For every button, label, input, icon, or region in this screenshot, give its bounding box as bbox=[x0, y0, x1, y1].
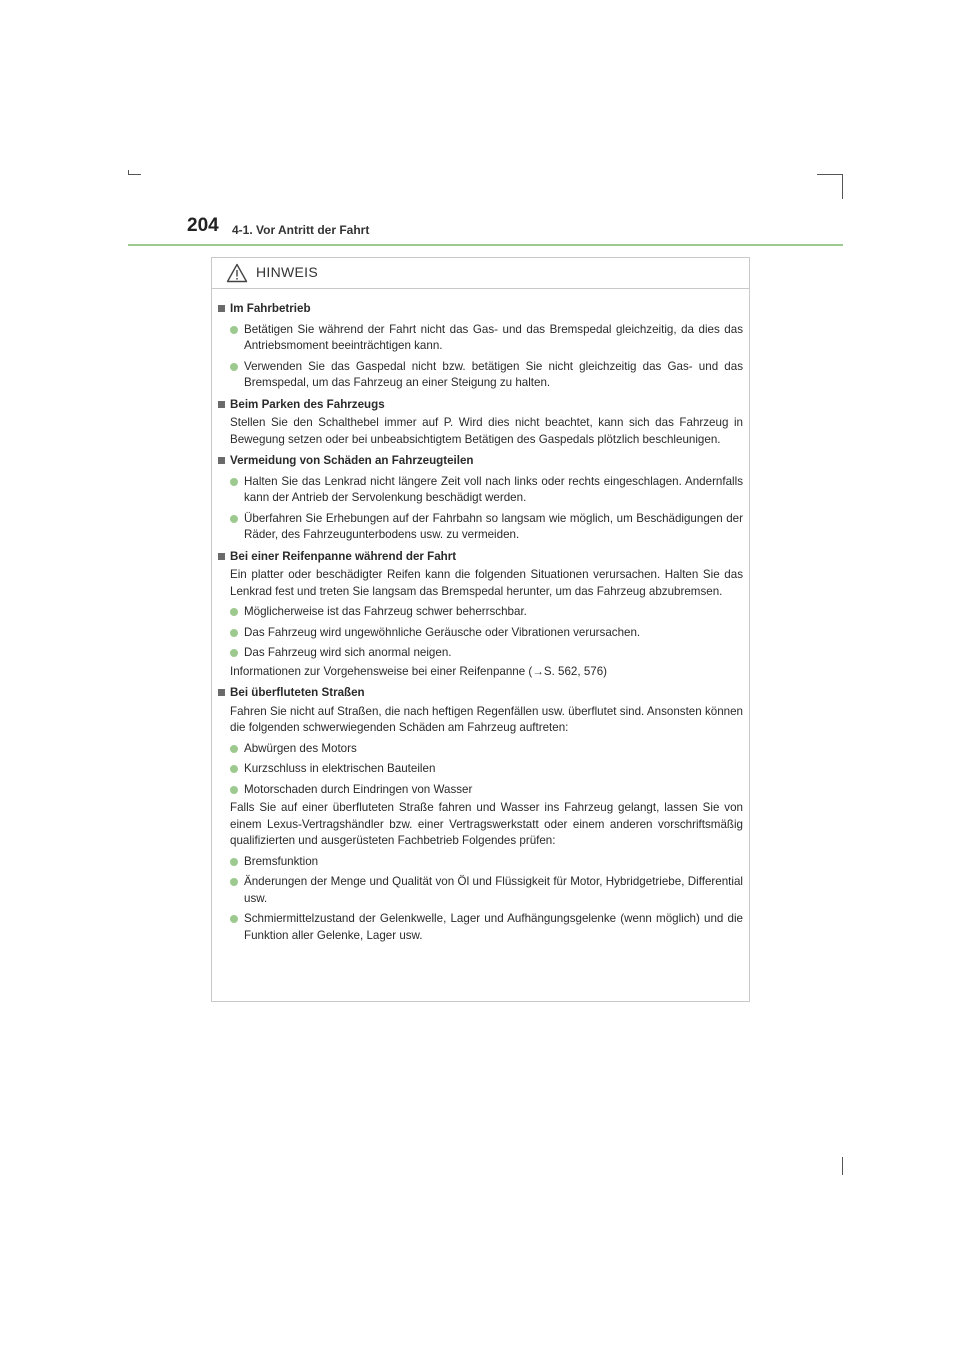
crop-mark-top-left bbox=[128, 174, 141, 175]
section-title-text: Bei überfluteten Straßen bbox=[230, 686, 365, 699]
crop-mark-top-left-tick bbox=[128, 170, 129, 174]
bullet-text: Verwenden Sie das Gaspedal nicht bzw. betätigen Sie nicht gleichzeitig das Gas- und das Bremspedal, um das Fahrzeug an einer Steigung zu halten. bbox=[244, 359, 743, 389]
bullet-text: Änderungen der Menge und Qualität von Öl und Flüssigkeit für Motor, Hybridgetriebe, Differential usw. bbox=[244, 875, 743, 905]
section-square-icon bbox=[218, 553, 225, 560]
section-title bbox=[218, 453, 743, 470]
bullet-item bbox=[218, 761, 743, 778]
paragraph-text: Informationen zur Vorgehensweise bei einer Reifenpanne (→S. 562, 576) bbox=[230, 664, 608, 678]
bullet-item bbox=[218, 474, 743, 507]
bullet-dot-icon bbox=[230, 878, 238, 886]
bullet-item bbox=[218, 911, 743, 944]
running-head: 4-1. Vor Antritt der Fahrt bbox=[232, 223, 370, 237]
paragraph bbox=[218, 664, 743, 681]
bullet-text: Bremsfunktion bbox=[244, 854, 319, 868]
bullet-text: Betätigen Sie während der Fahrt nicht das Gas- und das Bremspedal gleichzeitig, da dies das Antriebsmoment beeinträchtigen kann. bbox=[244, 322, 743, 352]
bullet-item bbox=[218, 359, 743, 392]
bullet-item bbox=[218, 854, 743, 871]
bullet-item bbox=[218, 741, 743, 758]
paragraph bbox=[218, 567, 743, 600]
notice-title: HINWEIS bbox=[256, 264, 318, 280]
header-rule bbox=[128, 244, 843, 246]
bullet-dot-icon bbox=[230, 765, 238, 773]
section-title bbox=[218, 301, 743, 318]
section-title-text: Beim Parken des Fahrzeugs bbox=[230, 397, 385, 411]
section-square-icon bbox=[218, 457, 225, 464]
paragraph-text: Fahren Sie nicht auf Straßen, die nach heftigen Regenfällen usw. überflutet sind. Ansonsten können die folgenden schwerwiegenden Schäden am Fahrzeug auftreten: bbox=[230, 704, 743, 734]
section-title bbox=[218, 397, 743, 414]
section-title bbox=[218, 549, 743, 566]
section-square-icon bbox=[218, 689, 225, 696]
bullet-dot-icon bbox=[230, 629, 238, 637]
bullet-item bbox=[218, 322, 743, 355]
section-title-text: Bei einer Reifenpanne während der Fahrt bbox=[230, 549, 457, 563]
bullet-dot-icon bbox=[230, 608, 238, 616]
notice-box bbox=[211, 257, 750, 1002]
crop-mark-top-right bbox=[817, 174, 843, 175]
bullet-item bbox=[218, 625, 743, 642]
paragraph-text: Falls Sie auf einer überfluteten Straße fahren und Wasser ins Fahrzeug gelangt, lassen Sie von einem Lexus-Vertragshändler bzw. einer Vertragswerkstatt oder einem anderen vorschriftsmäßig qualifizierten und ausgerüsteten Fachbetrieb Folgendes prüfen: bbox=[230, 801, 743, 847]
bullet-dot-icon bbox=[230, 858, 238, 866]
bullet-text: Schmiermittelzustand der Gelenkwelle, Lager und Aufhängungsgelenke (wenn möglich) und die Funktion aller Gelenke, Lager usw. bbox=[244, 912, 743, 942]
bullet-item bbox=[218, 782, 743, 799]
bullet-text: Überfahren Sie Erhebungen auf der Fahrbahn so langsam wie möglich, um Beschädigungen der Räder, des Fahrzeugunterbodens usw. zu vermeiden. bbox=[244, 511, 743, 541]
bullet-text: Möglicherweise ist das Fahrzeug schwer beherrschbar. bbox=[244, 605, 527, 618]
bullet-text: Halten Sie das Lenkrad nicht längere Zeit voll nach links oder rechts eingeschlagen. Andernfalls kann der Antrieb der Servolenkung beschädigt werden. bbox=[244, 474, 743, 504]
section-title-text: Im Fahrbetrieb bbox=[230, 302, 311, 315]
bullet-text: Abwürgen des Motors bbox=[244, 741, 357, 755]
section-title bbox=[218, 685, 743, 702]
paragraph-text: Stellen Sie den Schalthebel immer auf P. Wird dies nicht beachtet, kann sich das Fahrzeug in Bewegung setzen oder bei unbeabsichtigtem Betätigen des Gaspedals plötzlich beschleunigen. bbox=[230, 416, 743, 446]
paragraph bbox=[218, 800, 743, 850]
bullet-item bbox=[218, 645, 743, 662]
bullet-dot-icon bbox=[230, 745, 238, 753]
notice-header bbox=[212, 258, 749, 289]
bullet-text: Motorschaden durch Eindringen von Wasser bbox=[244, 782, 473, 796]
section-square-icon bbox=[218, 401, 225, 408]
warning-triangle-icon bbox=[226, 263, 248, 283]
paragraph-text: Ein platter oder beschädigter Reifen kann die folgenden Situationen verursachen. Halten Sie das Lenkrad fest und treten Sie langsam das Bremspedal herunter, um das Fahrzeug abzubremsen. bbox=[230, 568, 743, 598]
bullet-text: Das Fahrzeug wird sich anormal neigen. bbox=[244, 646, 452, 659]
crop-mark-top-right-vertical bbox=[842, 174, 843, 199]
bullet-dot-icon bbox=[230, 363, 238, 371]
page-number: 204 bbox=[187, 215, 219, 236]
bullet-item bbox=[218, 604, 743, 621]
section-title-text: Vermeidung von Schäden an Fahrzeugteilen bbox=[230, 454, 474, 467]
notice-content bbox=[212, 289, 749, 944]
bullet-dot-icon bbox=[230, 515, 238, 523]
paragraph bbox=[218, 704, 743, 737]
bullet-text: Kurzschluss in elektrischen Bauteilen bbox=[244, 762, 436, 775]
bullet-dot-icon bbox=[230, 649, 238, 657]
bullet-dot-icon bbox=[230, 326, 238, 334]
bullet-dot-icon bbox=[230, 478, 238, 486]
paragraph bbox=[218, 415, 743, 448]
bullet-dot-icon bbox=[230, 915, 238, 923]
bullet-dot-icon bbox=[230, 786, 238, 794]
crop-mark-bottom-right bbox=[842, 1157, 843, 1175]
bullet-item bbox=[218, 511, 743, 544]
bullet-item bbox=[218, 874, 743, 907]
section-square-icon bbox=[218, 305, 225, 312]
bullet-text: Das Fahrzeug wird ungewöhnliche Geräusche oder Vibrationen verursachen. bbox=[244, 625, 641, 639]
